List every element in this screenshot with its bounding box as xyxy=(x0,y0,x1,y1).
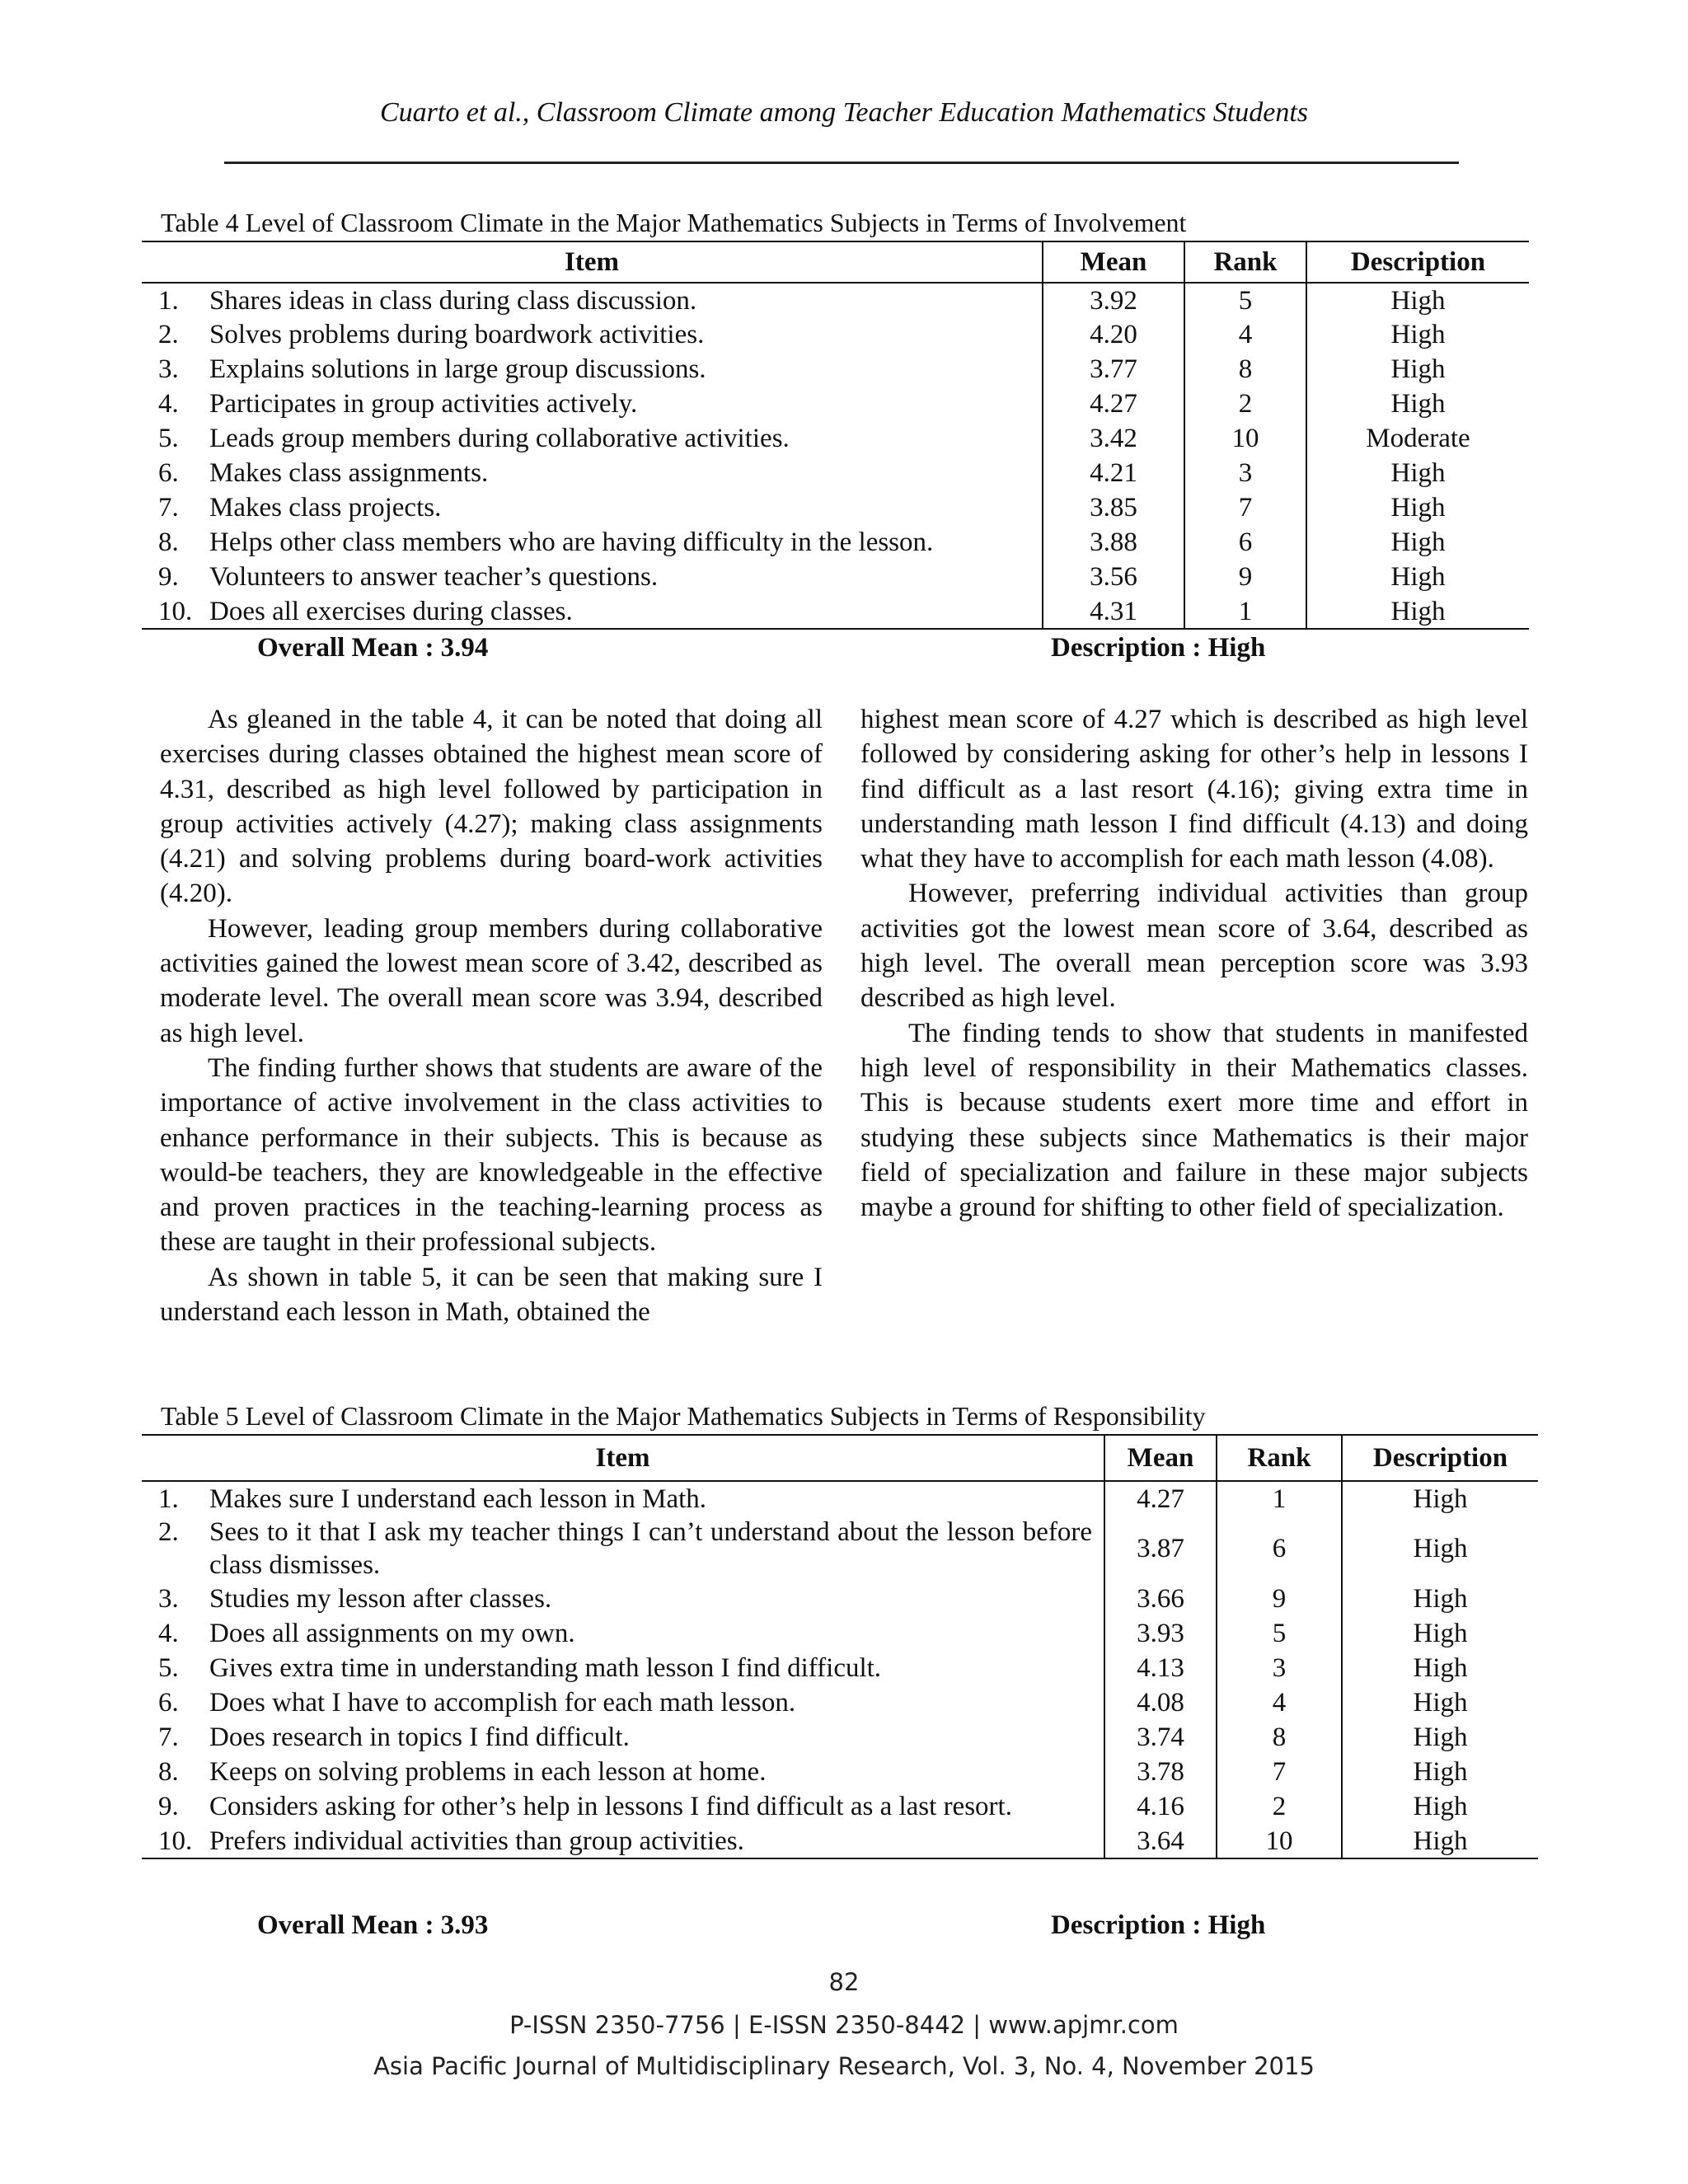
mean-cell: 3.87 xyxy=(1104,1516,1217,1582)
item-cell xyxy=(142,1685,1104,1720)
table5 xyxy=(142,1434,1538,1859)
item-text: Shares ideas in class during class discussion. xyxy=(209,285,697,316)
paragraph: The finding further shows that students are aware of the importance of active involvement in the class activities to enhance performance in their subjects. This is because as would-be teachers, they are knowledgeable in the effective and proven practices in the teaching-learning process as these are taught in their professional subjects. xyxy=(160,1052,823,1258)
item-number: 1. xyxy=(158,285,179,316)
description-cell: High xyxy=(1306,560,1529,594)
item-number: 10. xyxy=(158,596,193,626)
item-number: 10. xyxy=(158,1825,193,1856)
rank-cell: 2 xyxy=(1184,387,1306,421)
item-text: Keeps on solving problems in each lesson at home. xyxy=(209,1757,767,1787)
item-cell xyxy=(142,490,1043,525)
item-cell xyxy=(142,317,1043,352)
item-text: Volunteers to answer teacher’s questions. xyxy=(209,562,659,592)
table-row xyxy=(142,1616,1538,1651)
table4-caption: Table 4 Level of Classroom Climate in the Major Mathematics Subjects in Terms of Involvement xyxy=(161,208,1187,237)
table-row xyxy=(142,317,1529,352)
description-cell: High xyxy=(1306,352,1529,387)
description-cell: High xyxy=(1342,1651,1538,1685)
rank-cell: 3 xyxy=(1184,456,1306,490)
table-row xyxy=(142,283,1529,317)
item-number: 7. xyxy=(158,493,179,523)
paragraph: As gleaned in the table 4, it can be noted that doing all exercises during classes obtained the highest mean score of 4.31, described as high level followed by participation in group activities actively (4.27); making class assignments (4.21) and solving problems during board-work activities (4.20). xyxy=(160,705,823,909)
rank-cell: 1 xyxy=(1184,594,1306,629)
item-cell xyxy=(142,387,1043,421)
table-row xyxy=(142,1824,1538,1858)
footer-journal: Asia Pacific Journal of Multidisciplinary Research, Vol. 3, No. 4, November 2015 xyxy=(373,2052,1315,2080)
mean-cell: 3.42 xyxy=(1043,421,1184,456)
mean-cell: 4.21 xyxy=(1043,456,1184,490)
mean-cell: 3.88 xyxy=(1043,525,1184,560)
paragraph: highest mean score of 4.27 which is described as high level followed by considering asking for other’s help in lessons I find difficult as a last resort (4.16); giving extra time in understanding math lesson I find difficult (4.13) and doing what they have to accomplish for each math lesson (4.08). xyxy=(860,705,1528,874)
item-cell xyxy=(142,1481,1104,1516)
paragraph: However, preferring individual activities than group activities got the lowest mean score of 3.64, described as high level. The overall mean perception score was 3.93 described as high level. xyxy=(860,879,1528,1014)
item-cell xyxy=(142,594,1043,629)
paragraph: However, leading group members during collaborative activities gained the lowest mean score of 3.42, described as moderate level. The overall mean score was 3.94, described as high level. xyxy=(160,913,823,1048)
table-row xyxy=(142,387,1529,421)
mean-cell: 3.77 xyxy=(1043,352,1184,387)
description-cell: High xyxy=(1306,387,1529,421)
table-row xyxy=(142,525,1529,560)
mean-cell: 4.27 xyxy=(1043,387,1184,421)
item-text: Considers asking for other’s help in lessons I find difficult as a last resort. xyxy=(209,1792,1012,1821)
item-cell xyxy=(142,1755,1104,1789)
item-number: 8. xyxy=(158,1757,179,1787)
description-cell: High xyxy=(1306,317,1529,352)
rank-cell: 4 xyxy=(1184,317,1306,352)
item-text: Explains solutions in large group discussions. xyxy=(209,354,706,384)
item-number: 2. xyxy=(158,320,179,349)
header-rule xyxy=(224,162,1459,164)
rank-cell: 7 xyxy=(1184,490,1306,525)
description-cell: High xyxy=(1306,456,1529,490)
paragraph: The finding tends to show that students in manifested high level of responsibility in their Mathematics classes. This is because students exert more time and effort in studying these subjects since Mathematics is their major field of specialization and failure in these major subjects maybe a ground for shifting to other field of specialization. xyxy=(860,1018,1528,1223)
item-cell xyxy=(142,1824,1104,1858)
description-cell: High xyxy=(1342,1481,1538,1516)
table5-caption: Table 5 Level of Classroom Climate in the Major Mathematics Subjects in Terms of Responsibility xyxy=(161,1401,1206,1431)
item-cell xyxy=(142,1516,1104,1582)
description-cell: High xyxy=(1342,1685,1538,1720)
item-number: 2. xyxy=(158,1517,179,1547)
rank-cell: 10 xyxy=(1184,421,1306,456)
table4-header-description: Description xyxy=(1306,241,1529,283)
item-text: Prefers individual activities than group activities. xyxy=(209,1825,744,1856)
body-column-right xyxy=(860,702,1528,1225)
table4 xyxy=(142,241,1529,630)
mean-cell: 3.92 xyxy=(1043,283,1184,317)
mean-cell: 3.66 xyxy=(1104,1582,1217,1616)
description-cell: High xyxy=(1306,525,1529,560)
paragraph: As shown in table 5, it can be seen that making sure I understand each lesson in Math, obtained the xyxy=(160,1262,823,1328)
table4-body xyxy=(142,283,1529,629)
table-row xyxy=(142,594,1529,629)
item-cell xyxy=(142,560,1043,594)
rank-cell: 7 xyxy=(1217,1755,1342,1789)
description-cell: High xyxy=(1306,490,1529,525)
item-cell xyxy=(142,1789,1104,1824)
table-row xyxy=(142,560,1529,594)
rank-cell: 5 xyxy=(1217,1616,1342,1651)
table5-overall-description: Description : High xyxy=(1051,1910,1266,1940)
table-row xyxy=(142,490,1529,525)
item-text: Participates in group activities actively. xyxy=(209,389,638,419)
item-cell xyxy=(142,1582,1104,1616)
description-cell: High xyxy=(1342,1755,1538,1789)
rank-cell: 2 xyxy=(1217,1789,1342,1824)
item-number: 5. xyxy=(158,424,179,453)
description-cell: Moderate xyxy=(1306,421,1529,456)
item-text: Does what I have to accomplish for each math lesson. xyxy=(209,1688,796,1718)
item-number: 5. xyxy=(158,1653,179,1683)
table4-header-mean: Mean xyxy=(1043,241,1184,283)
rank-cell: 4 xyxy=(1217,1685,1342,1720)
mean-cell: 4.27 xyxy=(1104,1481,1217,1516)
table-row xyxy=(142,456,1529,490)
description-cell: High xyxy=(1342,1720,1538,1755)
item-text: Leads group members during collaborative activities. xyxy=(209,424,790,453)
item-number: 9. xyxy=(158,1792,179,1821)
item-number: 6. xyxy=(158,458,179,488)
description-cell: High xyxy=(1342,1616,1538,1651)
table-row xyxy=(142,1755,1538,1789)
item-cell xyxy=(142,456,1043,490)
table-row xyxy=(142,1516,1538,1582)
rank-cell: 9 xyxy=(1184,560,1306,594)
item-text: Does research in topics I find difficult. xyxy=(209,1722,630,1752)
item-text: Studies my lesson after classes. xyxy=(209,1584,552,1614)
item-number: 4. xyxy=(158,389,179,419)
item-text: Makes class projects. xyxy=(209,493,442,523)
item-number: 3. xyxy=(158,354,179,384)
item-cell xyxy=(142,1720,1104,1755)
item-number: 4. xyxy=(158,1619,179,1648)
item-text: Helps other class members who are having difficulty in the lesson. xyxy=(209,527,934,557)
body-column-left xyxy=(160,702,823,1329)
description-cell: High xyxy=(1306,283,1529,317)
table-row xyxy=(142,352,1529,387)
table-row xyxy=(142,1582,1538,1616)
table4-overall-description: Description : High xyxy=(1051,633,1266,663)
table4-header-rank: Rank xyxy=(1184,241,1306,283)
description-cell: High xyxy=(1342,1582,1538,1616)
rank-cell: 6 xyxy=(1184,525,1306,560)
rank-cell: 6 xyxy=(1217,1516,1342,1582)
item-cell xyxy=(142,352,1043,387)
table4-header-item: Item xyxy=(142,241,1043,283)
rank-cell: 8 xyxy=(1217,1720,1342,1755)
mean-cell: 4.16 xyxy=(1104,1789,1217,1824)
item-text: Makes sure I understand each lesson in Math. xyxy=(209,1483,707,1514)
mean-cell: 3.78 xyxy=(1104,1755,1217,1789)
description-cell: High xyxy=(1342,1824,1538,1858)
mean-cell: 3.56 xyxy=(1043,560,1184,594)
mean-cell: 4.31 xyxy=(1043,594,1184,629)
table5-header-description: Description xyxy=(1342,1435,1538,1481)
rank-cell: 3 xyxy=(1217,1651,1342,1685)
table-row xyxy=(142,421,1529,456)
rank-cell: 1 xyxy=(1217,1481,1342,1516)
item-text: Makes class assignments. xyxy=(209,458,489,488)
table5-header-rank: Rank xyxy=(1217,1435,1342,1481)
item-cell xyxy=(142,421,1043,456)
rank-cell: 8 xyxy=(1184,352,1306,387)
item-cell xyxy=(142,525,1043,560)
table5-overall-mean: Overall Mean : 3.93 xyxy=(257,1910,489,1940)
table-row xyxy=(142,1720,1538,1755)
rank-cell: 9 xyxy=(1217,1582,1342,1616)
item-number: 8. xyxy=(158,527,179,557)
mean-cell: 4.13 xyxy=(1104,1651,1217,1685)
rank-cell: 5 xyxy=(1184,283,1306,317)
description-cell: High xyxy=(1342,1789,1538,1824)
table4-overall-mean: Overall Mean : 3.94 xyxy=(257,633,489,663)
item-number: 1. xyxy=(158,1483,179,1514)
item-text: Gives extra time in understanding math lesson I find difficult. xyxy=(209,1653,882,1683)
item-number: 6. xyxy=(158,1688,179,1718)
item-text: Sees to it that I ask my teacher things I can’t understand about the lesson before class dismisses. xyxy=(209,1517,1092,1580)
table5-header-item: Item xyxy=(142,1435,1104,1481)
item-number: 3. xyxy=(158,1584,179,1614)
mean-cell: 4.08 xyxy=(1104,1685,1217,1720)
item-number: 7. xyxy=(158,1722,179,1752)
item-text: Does all exercises during classes. xyxy=(209,596,573,626)
description-cell: High xyxy=(1306,594,1529,629)
mean-cell: 3.85 xyxy=(1043,490,1184,525)
footer-issn: P-ISSN 2350-7756 | E-ISSN 2350-8442 | www.apjmr.com xyxy=(509,2011,1179,2039)
table-row xyxy=(142,1789,1538,1824)
table-row xyxy=(142,1685,1538,1720)
table-row xyxy=(142,1481,1538,1516)
item-number: 9. xyxy=(158,562,179,592)
running-head: Cuarto et al., Classroom Climate among Teacher Education Mathematics Students xyxy=(379,97,1309,128)
mean-cell: 3.93 xyxy=(1104,1616,1217,1651)
rank-cell: 10 xyxy=(1217,1824,1342,1858)
page-number: 82 xyxy=(828,1968,860,1996)
mean-cell: 4.20 xyxy=(1043,317,1184,352)
table5-body xyxy=(142,1481,1538,1858)
item-cell xyxy=(142,1651,1104,1685)
table-row xyxy=(142,1651,1538,1685)
description-cell: High xyxy=(1342,1516,1538,1582)
mean-cell: 3.64 xyxy=(1104,1824,1217,1858)
item-text: Does all assignments on my own. xyxy=(209,1619,575,1648)
table5-header-mean: Mean xyxy=(1104,1435,1217,1481)
mean-cell: 3.74 xyxy=(1104,1720,1217,1755)
item-text: Solves problems during boardwork activities. xyxy=(209,320,705,349)
item-cell xyxy=(142,1616,1104,1651)
item-cell xyxy=(142,283,1043,317)
